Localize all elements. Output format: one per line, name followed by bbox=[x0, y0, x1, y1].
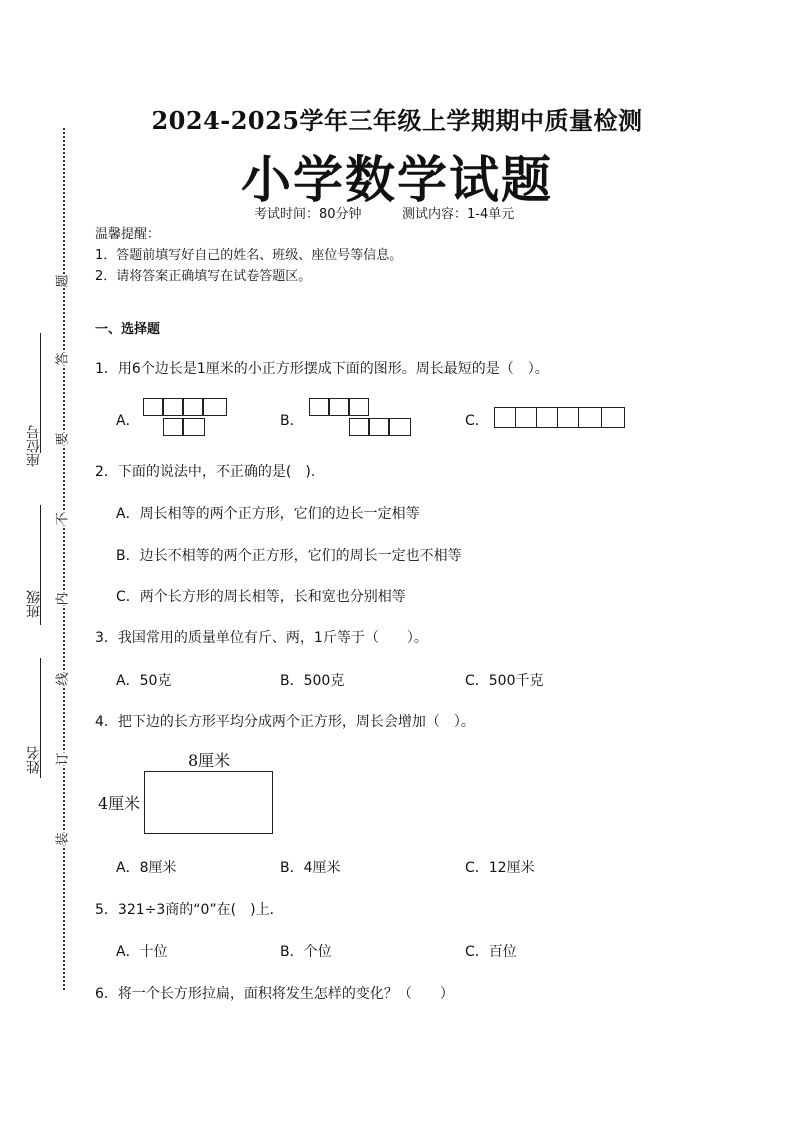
class-label: 班级 bbox=[26, 590, 42, 618]
q3-option-b: B．500克 bbox=[280, 673, 345, 689]
q2-option-a: A．周长相等的两个正方形，它们的边长一定相等 bbox=[116, 506, 420, 522]
seat-label: 座位号 bbox=[26, 425, 42, 467]
margin-char: 要 bbox=[55, 432, 71, 446]
margin-char: 答 bbox=[55, 352, 71, 366]
rectangle-width-label: 8厘米 bbox=[188, 751, 231, 770]
q5-option-b: B．个位 bbox=[280, 944, 332, 960]
margin-char: 装 bbox=[55, 832, 71, 846]
q1-option-c: C． bbox=[465, 413, 489, 429]
question-4-text: 4．把下边的长方形平均分成两个正方形，周长会增加（ ）。 bbox=[95, 714, 475, 730]
question-3-text: 3．我国常用的质量单位有斤、两，1斤等于（ ）。 bbox=[95, 630, 428, 646]
q4-option-c: C．12厘米 bbox=[465, 860, 535, 876]
q1-option-a: A． bbox=[116, 413, 140, 429]
q2-option-c: C．两个长方形的周长相等，长和宽也分别相等 bbox=[116, 589, 406, 605]
margin-char: 不 bbox=[55, 512, 71, 526]
q4-option-a: A．8厘米 bbox=[116, 860, 177, 876]
q2-option-b: B．边长不相等的两个正方形，它们的周长一定也不相等 bbox=[116, 548, 462, 564]
margin-char: 订 bbox=[55, 752, 71, 766]
question-1-text: 1．用6个边长是1厘米的小正方形摆成下面的图形。周长最短的是（ ）。 bbox=[95, 361, 549, 377]
notice-heading: 温馨提醒： bbox=[95, 227, 161, 242]
exam-title: 2024-2025学年三年级上学期期中质量检测 bbox=[151, 106, 643, 135]
q3-option-a: A．50克 bbox=[116, 673, 172, 689]
name-label: 姓名 bbox=[26, 746, 42, 774]
binding-dotted-line bbox=[63, 128, 65, 990]
margin-char: 内 bbox=[55, 592, 71, 606]
rectangle-figure bbox=[144, 771, 273, 834]
section-heading: 一、选择题 bbox=[95, 322, 161, 337]
question-6-text: 6．将一个长方形拉扁，面积将发生怎样的变化？（ ） bbox=[95, 986, 454, 1002]
exam-time: 考试时间：80分钟 bbox=[254, 207, 362, 222]
notice-line-2: 2．请将答案正确填写在试卷答题区。 bbox=[95, 269, 312, 284]
q5-option-a: A．十位 bbox=[116, 944, 168, 960]
q5-option-c: C．百位 bbox=[465, 944, 517, 960]
q3-option-c: C．500千克 bbox=[465, 673, 544, 689]
question-2-text: 2．下面的说法中，不正确的是( ). bbox=[95, 464, 316, 480]
q4-option-b: B．4厘米 bbox=[280, 860, 341, 876]
exam-subtitle: 小学数学试题 bbox=[241, 150, 553, 209]
q1-option-b: B． bbox=[280, 413, 304, 429]
margin-char: 线 bbox=[55, 672, 71, 686]
question-5-text: 5．321÷3商的“0”在( )上． bbox=[95, 902, 284, 918]
notice-line-1: 1．答题前填写好自己的姓名、班级、座位号等信息。 bbox=[95, 248, 403, 263]
margin-char: 题 bbox=[55, 274, 71, 288]
exam-content: 测试内容：1-4单元 bbox=[402, 207, 515, 222]
rectangle-height-label: 4厘米 bbox=[98, 794, 141, 813]
